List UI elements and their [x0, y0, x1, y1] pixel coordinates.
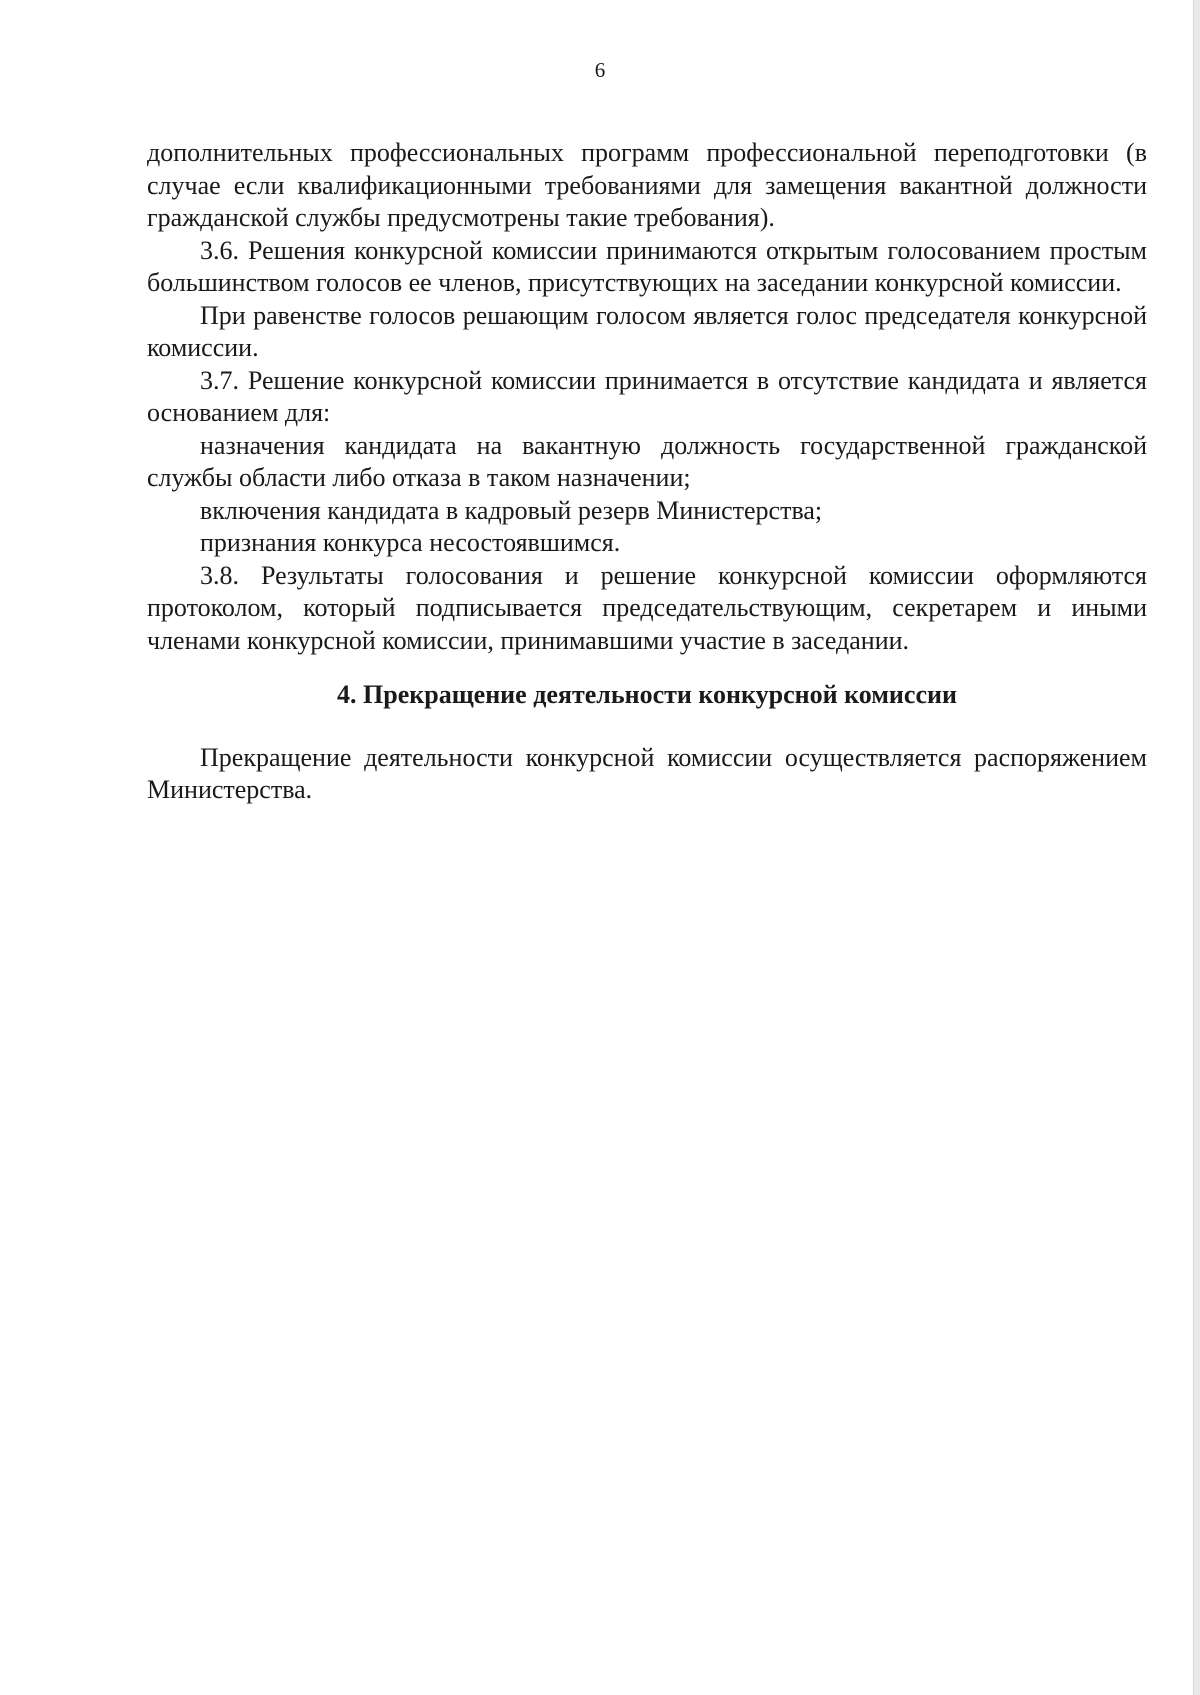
paragraph: включения кандидата в кадровый резерв Министерства; — [200, 495, 823, 525]
paragraph: назначения кандидата на вакантную должность государственной гражданской службы области либо отказа в таком назначении; — [147, 430, 1147, 492]
paragraph-3-6: 3.6. Решения конкурсной комиссии принимаются открытым голосованием простым большинством голосов ее членов, присутствующих на заседании конкурсной комиссии. — [147, 235, 1147, 297]
paragraph-3-8: 3.8. Результаты голосования и решение конкурсной комиссии оформляются протоколом, который подписывается председательствующим, секретарем и иными членами конкурсной комиссии, принимавшими участие в заседании. — [147, 560, 1147, 655]
paragraph: признания конкурса несостоявшимся. — [200, 528, 621, 557]
paragraph: При равенстве голосов решающим голосом является голос председателя конкурсной комиссии. — [147, 300, 1147, 362]
paragraph-3-7: 3.7. Решение конкурсной комиссии принимается в отсутствие кандидата и является основанием для: — [147, 365, 1147, 427]
paragraph: Прекращение деятельности конкурсной комиссии осуществляется распоряжением Министерства. — [147, 742, 1147, 804]
paragraph: дополнительных профессиональных программ профессиональной переподготовки (в случае если квалификационными требованиями для замещения вакантной должности гражданской службы предусмотрены такие требования). — [147, 138, 1147, 232]
document-body — [147, 137, 1147, 807]
scan-edge — [1193, 0, 1200, 1695]
page-number: 6 — [594, 58, 606, 82]
section-heading: 4. Прекращение деятельности конкурсной комиссии — [337, 680, 957, 709]
